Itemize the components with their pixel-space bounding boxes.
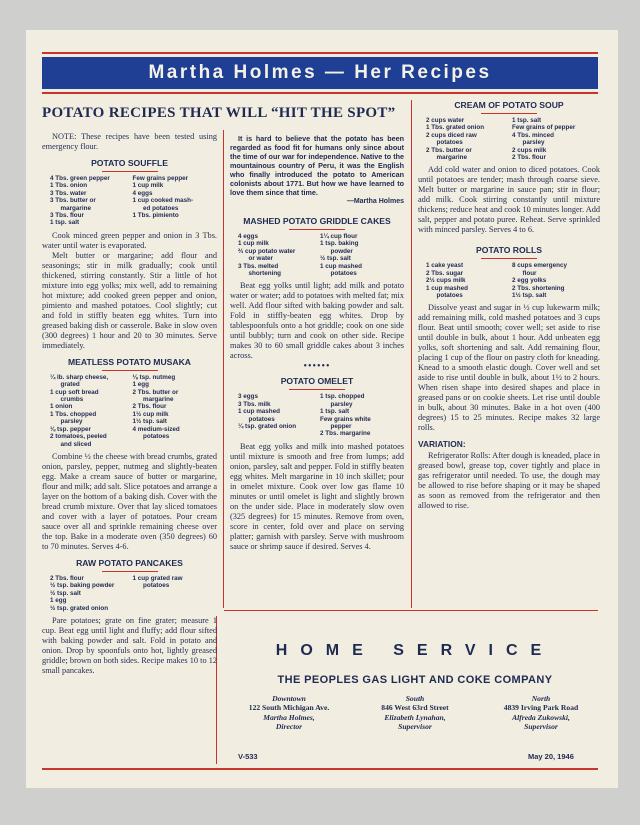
office-role: Supervisor [398, 722, 432, 732]
flour-note: NOTE: These recipes have been tested using emergency flour. [42, 132, 217, 151]
office-address: 846 West 63rd Street [381, 703, 449, 713]
musaka-ingredients [50, 374, 211, 448]
pancakes-step: Pare potatoes; grate on fine grater; measure 1 cup. Beat egg until light and fluffy; add flour sifted with baking powder and salt. Fold in potato and onion. Drop by spoonfuls onto hot, lightly greased griddle; brown on both sides. Recipe makes 10 to 12 small pancakes. [42, 615, 217, 675]
office-list [226, 694, 604, 732]
main-title: POTATO RECIPES THAT WILL “HIT THE SPOT” [42, 105, 396, 121]
top-red-rule [42, 52, 598, 54]
recipe-sheet [26, 30, 618, 788]
pancakes-title: RAW POTATO PANCAKES [76, 557, 183, 568]
office-role: Supervisor [524, 722, 558, 732]
ingredient-list: ⅛ tsp. nutmeg 1 egg 2 Tbs. butter or margarine 2 Tbs. flour 1½ cup milk 1½ tsp. salt 4 medium-sized potatoes [132, 373, 180, 441]
column-middle [230, 134, 404, 552]
history-text: It is hard to believe that the potato has been regarded as food fit for humans only since about the time of our war for independence. Native to the mountainous country of Peru, it was the English who finally introduced the potato to American colonists about 1771. But how we have learned to love them since that time. [230, 134, 404, 197]
office-address: 4839 Irving Park Road [503, 703, 579, 713]
ingredient-list: 2 Tbs. flour ½ tsp. baking powder ½ tsp. salt 1 egg ½ tsp. grated onion [50, 574, 115, 612]
office-address: 122 South Michigan Ave. [248, 703, 330, 713]
ingredient-list: 8 cups emergency flour 2 egg yolks 2 Tbs. shortening 1½ tsp. salt [512, 262, 567, 300]
omelet-ingredients [238, 393, 398, 437]
office-role: Director [275, 722, 303, 732]
rolls-title: POTATO ROLLS [476, 245, 542, 256]
column-divider-left [223, 130, 224, 608]
office-region: South [405, 694, 425, 703]
office-north [478, 694, 604, 732]
office-south [352, 694, 478, 732]
soup-underline [481, 113, 537, 114]
column-divider-right [411, 100, 412, 608]
omelet-title: POTATO OMELET [280, 376, 354, 387]
office-contact: Martha Holmes, [263, 712, 315, 722]
souffle-title: POTATO SOUFFLE [91, 158, 168, 168]
office-contact: Alfreda Zukowski, [512, 712, 570, 722]
banner-title: Martha Holmes — Her Recipes [42, 57, 598, 89]
soup-step: Add cold water and onion to diced potatoes. Cook until potatoes are tender; mash through coarse sieve. Melt butter or margarine in sauce pan; stir in flour; add milk. Cook stirring constantly until mixture thickens; reduce heat and cook 10 minutes longer. Add salt, pepper and potato puree. Reheat. Serve sprinkled with minced parsley. Serves 4 to 6. [418, 165, 600, 235]
company-name: THE PEOPLES GAS LIGHT AND COKE COMPANY [277, 674, 553, 686]
souffle-ingredients [50, 175, 211, 227]
pancakes-ingredients [50, 575, 211, 612]
potato-history-note [230, 134, 404, 206]
column-right [418, 96, 600, 511]
ingredient-list: 1 cup grated raw potatoes [132, 574, 183, 590]
griddle-underline [289, 229, 345, 230]
ingredient-list: 1 tsp. salt Few grains of pepper 4 Tbs. minced parsley 2 cups milk 2 Tbs. flour [512, 117, 576, 162]
office-region: Downtown [272, 694, 306, 703]
variation-text: Refrigerator Rolls: After dough is kneaded, place in greased bowl, grease top, cover tightly and place in gas refrigerator until needed. To use, the dough may be allowed to rise before shaping or it may be shaped as soon as removed from the refrigerator and then allowed to rise. [418, 451, 600, 511]
publication-date: May 20, 1946 [528, 752, 574, 761]
omelet-step: Beat egg yolks and milk into mashed potatoes until mixture is smooth and free from lumps; add onion, parsley, salt and pepper. Fold in stiffly beaten egg whites. Melt margarine in 10 inch skillet; pour in omelet mixture. Cook over low gas flame 10 minutes or until omelet is light and slightly brown on the under side. Place in moderately slow oven (325 degrees) for 15 minutes. Remove from oven, score in center, fold over and place on serving platter; garnish with parsley. Serve with mushroom sauce or shrimp sauce if desired. Serves 4. [230, 441, 404, 551]
rolls-step: Dissolve yeast and sugar in ½ cup lukewarm milk; add remaining milk, cold mashed potatoes and 3 cups flour. Beat until smooth; cover well; set aside to rise until double in bulk, about 1 hour. Add unbeaten egg yolks, soft shortening and salt. Add remaining flour, placing 1 cup of the flour on pastry cloth for kneading. Knead to a smooth elastic dough. Cover well and set aside to rise until double in bulk, about 1½ to 2 hours. When risen shape into desired shapes and place in greased pans or on cookie sheets. Let rise until double in bulk, about 30 minutes. Bake in a hot oven (400 degrees) 15 to 25 minutes. Recipe makes 32 large rolls. [418, 303, 600, 433]
ingredient-list: 1 tsp. chopped parsley 1 tsp. salt Few grains white pepper 2 Tbs. margarine [320, 393, 371, 438]
griddle-step: Beat egg yolks until light; add milk and potato water or water; add to potatoes with melted fat; mix well. Add flour sifted with baking powder and salt. Fold in stiffly-beaten egg whites. Drop by tablespoonfuls onto a hot griddle; cook on one side until bubbly; turn and cook on other side. Recipe makes 30 to 60 small griddle cakes about 3 inches across. [230, 281, 404, 361]
griddle-title: MASHED POTATO GRIDDLE CAKES [243, 216, 391, 226]
office-downtown [226, 694, 352, 732]
souffle-step: Cook minced green pepper and onion in 3 Tbs. water until water is evaporated. [42, 230, 217, 250]
musaka-step: Combine ½ the cheese with bread crumbs, grated onion, parsley, pepper, nutmeg and slightly-beaten egg. Make a cream sauce of butter or margarine, flour and milk; add salt. Slice potatoes and arrange a layer on the bottom of a baking dish. Cover with the bread crumb mixture. Over that lay sliced tomatoes and cover with a layer of potatoes. Pour cream sauce over all and sprinkle remaining cheese over the top. Bake in a moderate oven (350 degrees) 60 to 70 minutes. Serves 4-6. [42, 451, 217, 551]
ingredient-list: 1 cake yeast 2 Tbs. sugar 2½ cups milk 1 cup mashed potatoes [426, 262, 468, 300]
soup-title: CREAM OF POTATO SOUP [454, 100, 564, 110]
ingredient-list: 3 eggs 3 Tbs. milk 1 cup mashed potatoes ¼ tsp. grated onion [238, 393, 297, 431]
history-signature: —Martha Holmes [346, 198, 404, 205]
musaka-title: MEATLESS POTATO MUSAKA [67, 356, 192, 367]
form-code: V-533 [238, 752, 258, 761]
office-region: North [531, 694, 551, 703]
variation-label: VARIATION: [418, 439, 466, 450]
musaka-underline [102, 370, 158, 371]
ingredient-list: 4 eggs 1 cup milk ⅔ cup potato water or water 3 Tbs. melted shortening [238, 233, 296, 278]
omelet-underline [289, 389, 345, 390]
rolls-underline [481, 258, 537, 259]
rolls-ingredients [426, 262, 594, 299]
footer-top-rule [224, 610, 598, 611]
home-service-heading: HOME SERVICE [275, 642, 555, 659]
ingredient-list: 1¼ cup flour 1 tsp. baking powder ½ tsp. salt 1 cup mashed potatoes [320, 233, 362, 278]
griddle-ingredients [238, 233, 398, 277]
ingredient-list: ¼ lb. sharp cheese, grated 1 cup soft bread crumbs 1 onion 1 Tbs. chopped parsley ⅛ tsp. pepper 2 tomatoes, peeled and sliced [50, 373, 109, 448]
souffle-underline [102, 171, 158, 172]
ingredient-list: 2 cups water 1 Tbs. grated onion 2 cups diced raw potatoes 2 Tbs. butter or margarine [426, 117, 485, 162]
dot-divider: •••••• [303, 361, 331, 373]
office-contact: Elizabeth Lynahan, [384, 712, 446, 722]
banner-red-rule [42, 92, 598, 94]
ingredient-list: Few grains pepper 1 cup milk 4 eggs 1 cup cooked mash- ed potatoes 1 Tbs. pimiento [132, 175, 194, 220]
ingredient-list: 4 Tbs. green pepper 1 Tbs. onion 3 Tbs. water 3 Tbs. butter or margarine 3 Tbs. flour 1 tsp. salt [50, 175, 110, 227]
souffle-step: Melt butter or margarine; add flour and seasonings; stir in milk gradually; cook until thickened, stirring constantly. Stir a little of hot mixture into egg yolks; mix well, add to remaining hot mixture; add cooked green pepper and onion, pimiento and mashed potatoes. Cool slightly; cut and fold in stiffly beaten egg whites. Turn into greased baking dish or casserole. Bake in slow oven (300 degrees) 1 hour and 20 to 30 minutes. Serve immediately. [42, 250, 217, 350]
soup-ingredients [426, 117, 594, 161]
pancakes-underline [102, 571, 158, 572]
